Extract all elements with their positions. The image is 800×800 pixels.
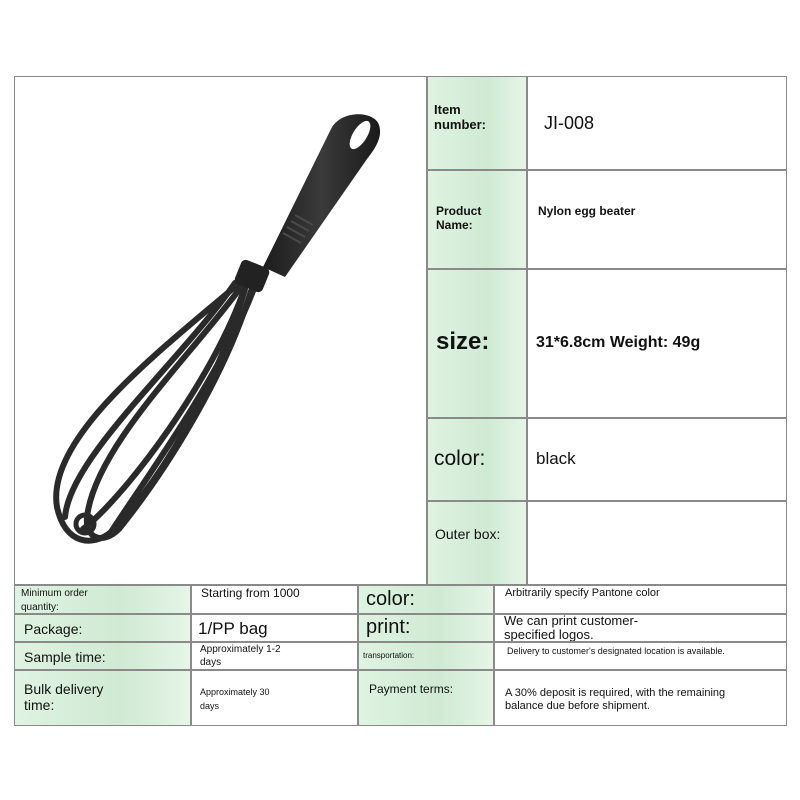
transportation-value: Delivery to customer's designated location is available. [507,646,725,656]
sample-time-label-cell [14,642,191,670]
outer-box-label-cell [427,501,527,585]
moq-value-cell [191,585,358,614]
moq-value: Starting from 1000 [201,586,300,600]
package-value: 1/PP bag [198,619,268,638]
print-value-cell [494,614,787,642]
payment-label-cell [358,670,494,726]
color-term-value: Arbitrarily specify Pantone color [505,587,660,599]
item-number-label-cell [427,76,527,170]
size-label: size: [436,328,490,355]
product-name-label-cell [427,170,527,269]
moq-label: Minimum order quantity: [21,588,88,613]
outer-box-value-cell [527,501,787,585]
size-value-cell [527,269,787,418]
print-label-cell [358,614,494,642]
color-value: black [536,449,576,468]
print-label: print: [366,616,411,638]
spec-sheet [14,76,787,726]
package-label-cell [14,614,191,642]
transportation-label-cell [358,642,494,670]
color-term-value-cell [494,585,787,614]
color-label-cell [427,418,527,501]
payment-value: A 30% deposit is required, with the remaining balance due before shipment. [505,687,726,712]
payment-value-cell [494,670,787,726]
sample-time-label: Sample time: [24,649,106,665]
whisk-icon [15,77,427,585]
sample-time-value-cell [191,642,358,670]
product-name-label: Product Name: [436,204,482,232]
product-photo [14,76,427,585]
bulk-delivery-label: Bulk delivery time: [24,681,104,713]
color-term-label: color: [366,588,415,610]
product-name-value-cell [527,170,787,269]
color-label: color: [434,447,486,470]
print-value: We can print customer-specified logos. [504,614,639,642]
color-term-label-cell [358,585,494,614]
size-value: 31*6.8cm Weight: 49g [536,334,701,351]
bulk-delivery-label-cell [14,670,191,726]
transportation-value-cell [494,642,787,670]
product-name-value: Nylon egg beater [538,204,636,218]
bulk-delivery-value-cell [191,670,358,726]
item-number-value-cell [527,76,787,170]
payment-label: Payment terms: [369,682,454,696]
item-number-label: Item number: [434,102,486,132]
outer-box-label: Outer box: [435,526,501,542]
bulk-delivery-value: Approximately 30 days [200,687,270,711]
transportation-label: transportation: [363,651,415,660]
color-value-cell [527,418,787,501]
moq-label-cell [14,585,191,614]
item-number-value: JI-008 [544,113,595,133]
size-label-cell [427,269,527,418]
package-value-cell [191,614,358,642]
sample-time-value: Approximately 1-2 days [200,644,281,668]
package-label: Package: [24,621,83,637]
